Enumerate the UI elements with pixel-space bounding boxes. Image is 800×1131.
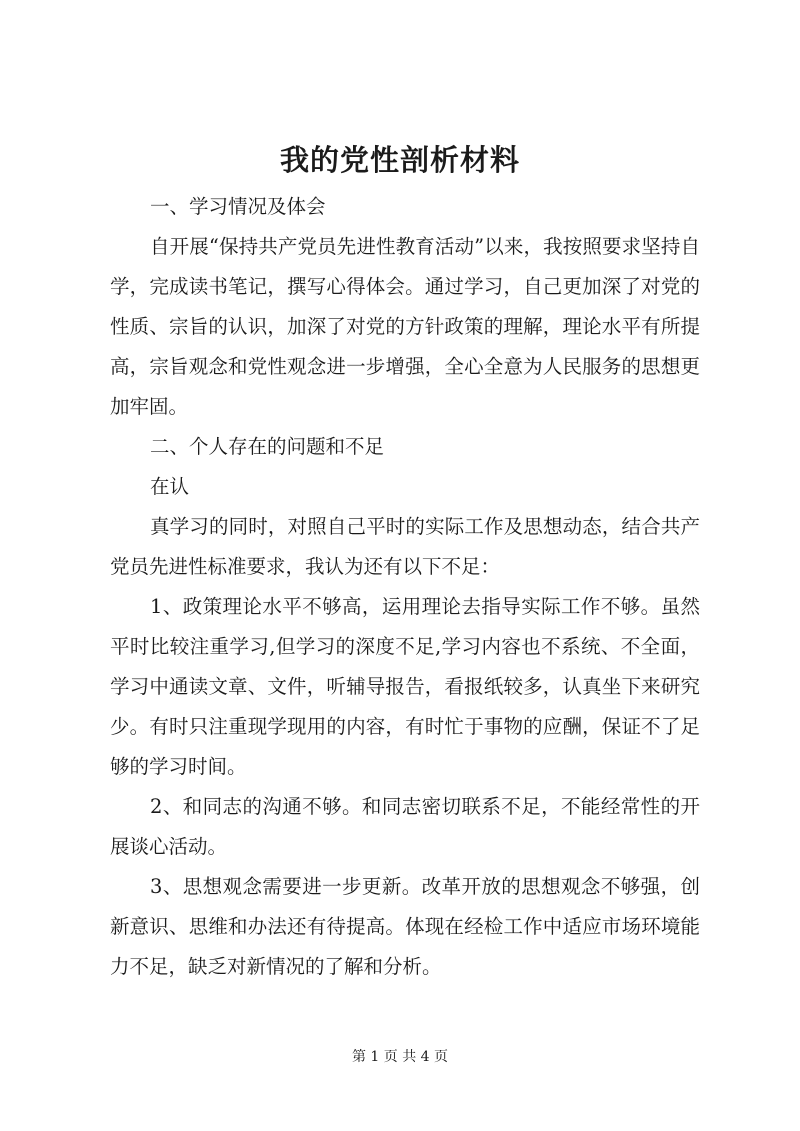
page-footer: 第 1 页 共 4 页 xyxy=(351,1049,449,1065)
paragraph-item-2: 2、和同志的沟通不够。和同志密切联系不足，不能经常性的开展谈心活动。 xyxy=(110,795,700,858)
paragraph-fragment: 在认 xyxy=(150,475,190,498)
section-heading-2: 二、个人存在的问题和不足 xyxy=(150,435,385,458)
paragraph-study-experience: 自开展“保持共产党员先进性教育活动”以来，我按照要求坚持自学，完成读书笔记，撰写心得体会。通过学习，自己更加深了对党的性质、宗旨的认识，加深了对党的方针政策的理解，理论水平有所提高，宗旨观念和党性观念进一步增强，全心全意为人民服务的思想更加牢固。 xyxy=(110,235,700,418)
paragraph-item-3: 3、思想观念需要进一步更新。改革开放的思想观念不够强，创新意识、思维和办法还有待提高。体现在经检工作中适应市场环境能力不足，缺乏对新情况的了解和分析。 xyxy=(110,875,700,978)
paragraph-item-1: 1、政策理论水平不够高，运用理论去指导实际工作不够。虽然平时比较注重学习,但学习的深度不足,学习内容也不系统、不全面，学习中通读文章、文件，听辅导报告，看报纸较多，认真坐下来研究少。有时只注重现学现用的内容，有时忙于事物的应酬，保证不了足够的学习时间。 xyxy=(110,595,700,778)
document-body xyxy=(110,187,700,987)
document-title: 我的党性剖析材料 xyxy=(279,143,520,177)
paragraph-intro-shortcomings: 真学习的同时，对照自己平时的实际工作及思想动态，结合共产党员先进性标准要求，我认为还有以下不足： xyxy=(110,515,700,578)
section-heading-1: 一、学习情况及体会 xyxy=(150,195,326,218)
